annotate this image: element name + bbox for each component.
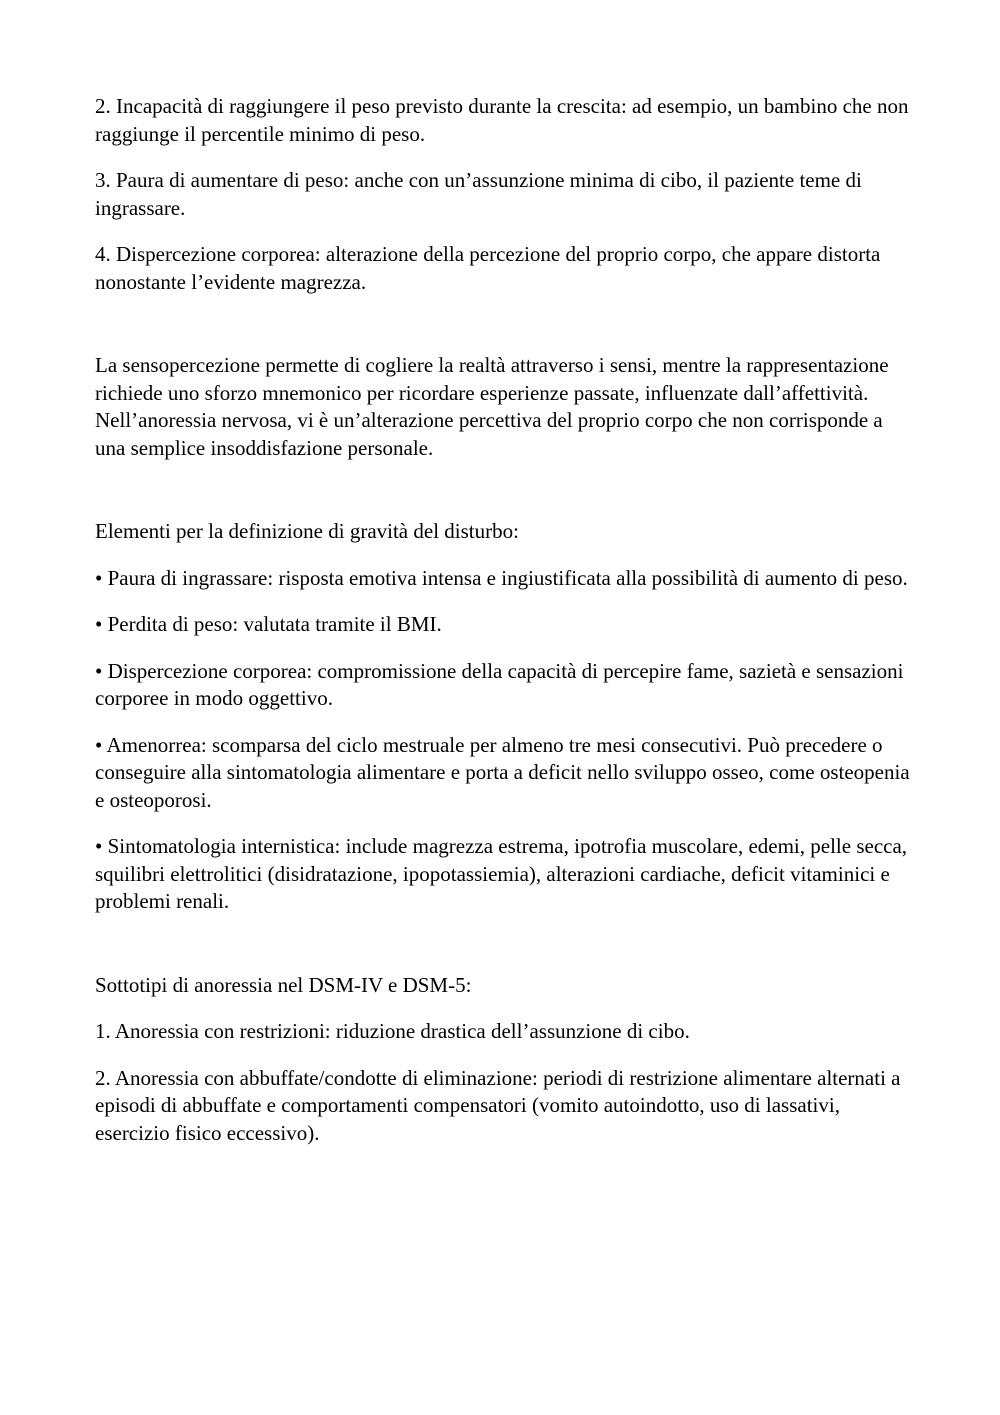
severity-item-fear: • Paura di ingrassare: risposta emotiva intensa e ingiustificata alla possibilità di aumento di peso. [95, 565, 908, 590]
severity-section [95, 518, 915, 916]
document-page [95, 93, 915, 1147]
sensoperception-paragraph: La sensopercezione permette di cogliere la realtà attraverso i sensi, mentre la rappresentazione richiede uno sforzo mnemonico per ricordare esperienze passate, influenzate dall’affettività. Nell’anoressia nervosa, vi è un’alterazione percettiva del proprio corpo che non corrisponde a una semplice insoddisfazione personale. [95, 353, 889, 460]
subtype-binge-purging: 2. Anoressia con abbuffate/condotte di eliminazione: periodi di restrizione alimentare alternati a episodi di abbuffate e comportamenti compensatori (vomito autoindotto, uso di lassativi, esercizio fisico eccessivo). [95, 1065, 901, 1145]
criterion-2: 2. Incapacità di raggiungere il peso previsto durante la crescita: ad esempio, un bambino che non raggiunge il percentile minimo di peso. [95, 94, 909, 146]
severity-item-dysperception: • Dispercezione corporea: compromissione della capacità di percepire fame, sazietà e sensazioni corporee in modo oggettivo. [95, 658, 904, 710]
criteria-list [95, 93, 915, 296]
criterion-3: 3. Paura di aumentare di peso: anche con un’assunzione minima di cibo, il paziente teme di ingrassare. [95, 168, 862, 220]
criterion-4: 4. Dispercezione corporea: alterazione della percezione del proprio corpo, che appare distorta nonostante l’evidente magrezza. [95, 242, 881, 294]
subtype-restricting: 1. Anoressia con restrizioni: riduzione drastica dell’assunzione di cibo. [95, 1019, 690, 1043]
severity-item-internal-symptoms: • Sintomatologia internistica: include magrezza estrema, ipotrofia muscolare, edemi, pelle secca, squilibri elettrolitici (disidratazione, ipopotassiemia), alterazioni cardiache, deficit vitaminici e problemi renali. [95, 834, 908, 913]
severity-item-weight-loss: • Perdita di peso: valutata tramite il BMI. [95, 612, 442, 636]
severity-item-amenorrhea: • Amenorrea: scomparsa del ciclo mestruale per almeno tre mesi consecutivi. Può precedere o conseguire alla sintomatologia alimentare e porta a deficit nello sviluppo osseo, come osteopenia e osteoporosi. [95, 732, 910, 812]
subtypes-heading: Sottotipi di anoressia nel DSM-IV e DSM-5: [95, 972, 472, 997]
severity-heading: Elementi per la definizione di gravità del disturbo: [95, 519, 519, 543]
subtypes-section [95, 972, 915, 1148]
